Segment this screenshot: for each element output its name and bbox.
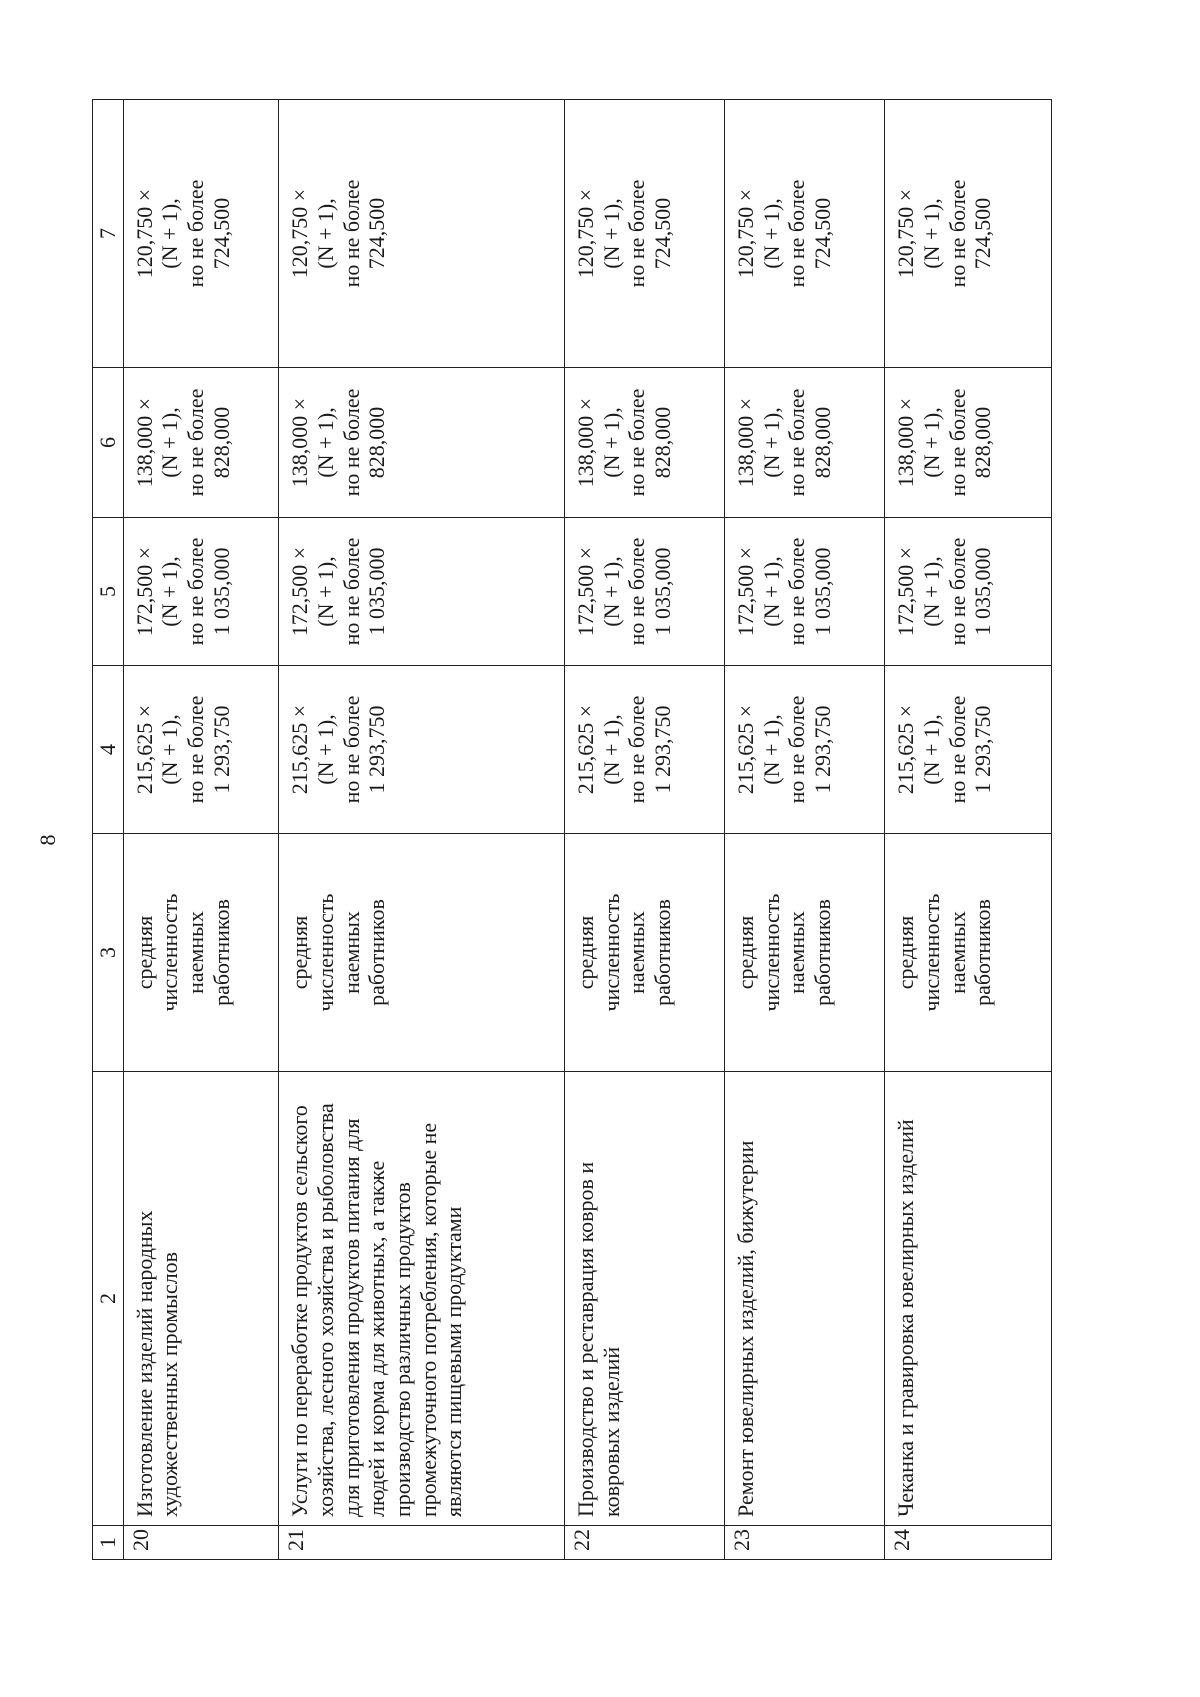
cell-line: 215,625 × — [893, 704, 919, 795]
activity-description: Услуги по переработке продуктов сельского хозяйства, лесного хозяйства и рыболовства для приготовления продуктов питания для людей и корма для животных, а также производство различных продуктов промежуточного потребления, которые не являются пищевыми продуктами — [279, 1072, 565, 1526]
cell-line: 724,500 — [208, 197, 234, 270]
cell-line: (N + 1), — [758, 714, 784, 785]
cell-line: средняя — [572, 915, 598, 990]
cell-line: 1 293,750 — [650, 705, 676, 794]
cell-line: работников — [970, 899, 996, 1006]
cell-line: (N + 1), — [312, 714, 338, 785]
cell-line: но не более — [183, 388, 209, 497]
cell-line: 828,000 — [810, 406, 836, 479]
cell-line: 724,500 — [970, 197, 996, 270]
cell-line: (N + 1), — [157, 714, 183, 785]
tariff-table — [92, 99, 1052, 1560]
cell-line: 138,000 × — [287, 397, 313, 488]
cell-line: но не более — [944, 695, 970, 804]
cell-line: 1 035,000 — [970, 547, 996, 636]
cell-line: 1 035,000 — [208, 547, 234, 636]
cell-line: 828,000 — [364, 406, 390, 479]
cell-line: (N + 1), — [312, 407, 338, 478]
unit-cell — [885, 834, 1052, 1072]
cell-line: наемных — [784, 911, 810, 994]
cell-line: 828,000 — [970, 406, 996, 479]
cell-line: работников — [364, 899, 390, 1006]
cell-line: 1 293,750 — [810, 705, 836, 794]
cell-line: 1 035,000 — [810, 547, 836, 636]
cell-line: но не более — [944, 388, 970, 497]
cell-line: 724,500 — [810, 197, 836, 270]
rate-cell-5 — [279, 518, 565, 666]
rate-cell-4 — [564, 666, 724, 834]
cell-line: 215,625 × — [572, 704, 598, 795]
row-number: 23 — [724, 1526, 884, 1560]
unit-cell — [724, 834, 884, 1072]
cell-line: 120,750 × — [572, 188, 598, 279]
cell-line: наемных — [944, 911, 970, 994]
rate-cell-4 — [724, 666, 884, 834]
rate-cell-7 — [279, 100, 565, 368]
cell-line: численность — [157, 893, 183, 1012]
cell-line: 120,750 × — [893, 188, 919, 279]
rate-cell-6 — [724, 368, 884, 518]
cell-line: наемных — [624, 911, 650, 994]
table-body — [93, 100, 1052, 1560]
cell-line: 120,750 × — [131, 188, 157, 279]
cell-line: 138,000 × — [732, 397, 758, 488]
cell-line: 138,000 × — [893, 397, 919, 488]
cell-line: (N + 1), — [157, 407, 183, 478]
header-cell: 5 — [93, 518, 124, 666]
cell-line: 1 293,750 — [970, 705, 996, 794]
cell-line: средняя — [893, 915, 919, 990]
cell-line: (N + 1), — [918, 407, 944, 478]
cell-line: 1 035,000 — [650, 547, 676, 636]
cell-line: численность — [918, 893, 944, 1012]
activity-description: Производство и реставрация ковров и ковровых изделий — [564, 1072, 724, 1526]
rate-cell-6 — [123, 368, 279, 518]
rate-cell-6 — [564, 368, 724, 518]
cell-line: (N + 1), — [758, 556, 784, 627]
unit-cell — [564, 834, 724, 1072]
cell-line: но не более — [784, 179, 810, 288]
cell-line: но не более — [183, 695, 209, 804]
table-row — [564, 100, 724, 1560]
rate-cell-4 — [279, 666, 565, 834]
cell-line: 1 293,750 — [364, 705, 390, 794]
unit-cell — [123, 834, 279, 1072]
header-row — [93, 100, 124, 1560]
cell-line: работников — [650, 899, 676, 1006]
activity-description: Изготовление изделий народных художественных промыслов — [123, 1072, 279, 1526]
table-row — [885, 100, 1052, 1560]
cell-line: (N + 1), — [598, 407, 624, 478]
row-number: 21 — [279, 1526, 565, 1560]
cell-line: 172,500 × — [131, 546, 157, 637]
cell-line: 138,000 × — [131, 397, 157, 488]
cell-line: но не более — [944, 179, 970, 288]
cell-line: но не более — [624, 695, 650, 804]
cell-line: но не более — [338, 179, 364, 288]
cell-line: (N + 1), — [598, 556, 624, 627]
cell-line: но не более — [784, 537, 810, 646]
cell-line: численность — [758, 893, 784, 1012]
rate-cell-5 — [123, 518, 279, 666]
rate-cell-6 — [885, 368, 1052, 518]
header-cell: 2 — [93, 1072, 124, 1526]
cell-line: 120,750 × — [287, 188, 313, 279]
cell-line: но не более — [338, 695, 364, 804]
cell-line: работников — [208, 899, 234, 1006]
cell-line: но не более — [183, 179, 209, 288]
rate-cell-7 — [885, 100, 1052, 368]
cell-line: но не более — [624, 388, 650, 497]
table-row — [279, 100, 565, 1560]
cell-line: средняя — [732, 915, 758, 990]
cell-line: численность — [598, 893, 624, 1012]
rate-cell-7 — [123, 100, 279, 368]
rate-cell-5 — [564, 518, 724, 666]
cell-line: но не более — [784, 388, 810, 497]
cell-line: 724,500 — [364, 197, 390, 270]
activity-description: Ремонт ювелирных изделий, бижутерии — [724, 1072, 884, 1526]
row-number: 24 — [885, 1526, 1052, 1560]
cell-line: 1 293,750 — [208, 705, 234, 794]
table-row — [123, 100, 279, 1560]
cell-line: наемных — [338, 911, 364, 994]
cell-line: но не более — [624, 179, 650, 288]
cell-line: но не более — [784, 695, 810, 804]
cell-line: 215,625 × — [131, 704, 157, 795]
rate-cell-6 — [279, 368, 565, 518]
cell-line: (N + 1), — [918, 198, 944, 269]
cell-line: (N + 1), — [598, 714, 624, 785]
row-number: 20 — [123, 1526, 279, 1560]
cell-line: наемных — [183, 911, 209, 994]
cell-line: средняя — [287, 915, 313, 990]
cell-line: 172,500 × — [732, 546, 758, 637]
cell-line: но не более — [338, 388, 364, 497]
cell-line: 172,500 × — [893, 546, 919, 637]
header-cell: 1 — [93, 1526, 124, 1560]
rate-cell-7 — [564, 100, 724, 368]
cell-line: (N + 1), — [157, 556, 183, 627]
cell-line: 215,625 × — [287, 704, 313, 795]
cell-line: но не более — [183, 537, 209, 646]
rate-cell-5 — [885, 518, 1052, 666]
cell-line: (N + 1), — [312, 198, 338, 269]
rotated-table-wrapper — [92, 100, 1052, 1560]
cell-line: (N + 1), — [918, 556, 944, 627]
cell-line: 828,000 — [650, 406, 676, 479]
cell-line: 724,500 — [650, 197, 676, 270]
cell-line: но не более — [338, 537, 364, 646]
cell-line: (N + 1), — [918, 714, 944, 785]
header-cell: 3 — [93, 834, 124, 1072]
rate-cell-5 — [724, 518, 884, 666]
cell-line: 120,750 × — [732, 188, 758, 279]
table-row — [724, 100, 884, 1560]
cell-line: 1 035,000 — [364, 547, 390, 636]
cell-line: (N + 1), — [758, 407, 784, 478]
activity-description: Чеканка и гравировка ювелирных изделий — [885, 1072, 1052, 1526]
row-number: 22 — [564, 1526, 724, 1560]
rate-cell-4 — [885, 666, 1052, 834]
cell-line: работников — [810, 899, 836, 1006]
cell-line: средняя — [131, 915, 157, 990]
cell-line: 828,000 — [208, 406, 234, 479]
header-cell: 7 — [93, 100, 124, 368]
cell-line: но не более — [944, 537, 970, 646]
unit-cell — [279, 834, 565, 1072]
cell-line: (N + 1), — [157, 198, 183, 269]
page-number: 8 — [35, 834, 60, 846]
rate-cell-7 — [724, 100, 884, 368]
cell-line: (N + 1), — [312, 556, 338, 627]
cell-line: 172,500 × — [287, 546, 313, 637]
cell-line: 172,500 × — [572, 546, 598, 637]
rate-cell-4 — [123, 666, 279, 834]
header-cell: 4 — [93, 666, 124, 834]
cell-line: но не более — [624, 537, 650, 646]
cell-line: 138,000 × — [572, 397, 598, 488]
cell-line: (N + 1), — [758, 198, 784, 269]
cell-line: (N + 1), — [598, 198, 624, 269]
cell-line: 215,625 × — [732, 704, 758, 795]
cell-line: численность — [312, 893, 338, 1012]
header-cell: 6 — [93, 368, 124, 518]
